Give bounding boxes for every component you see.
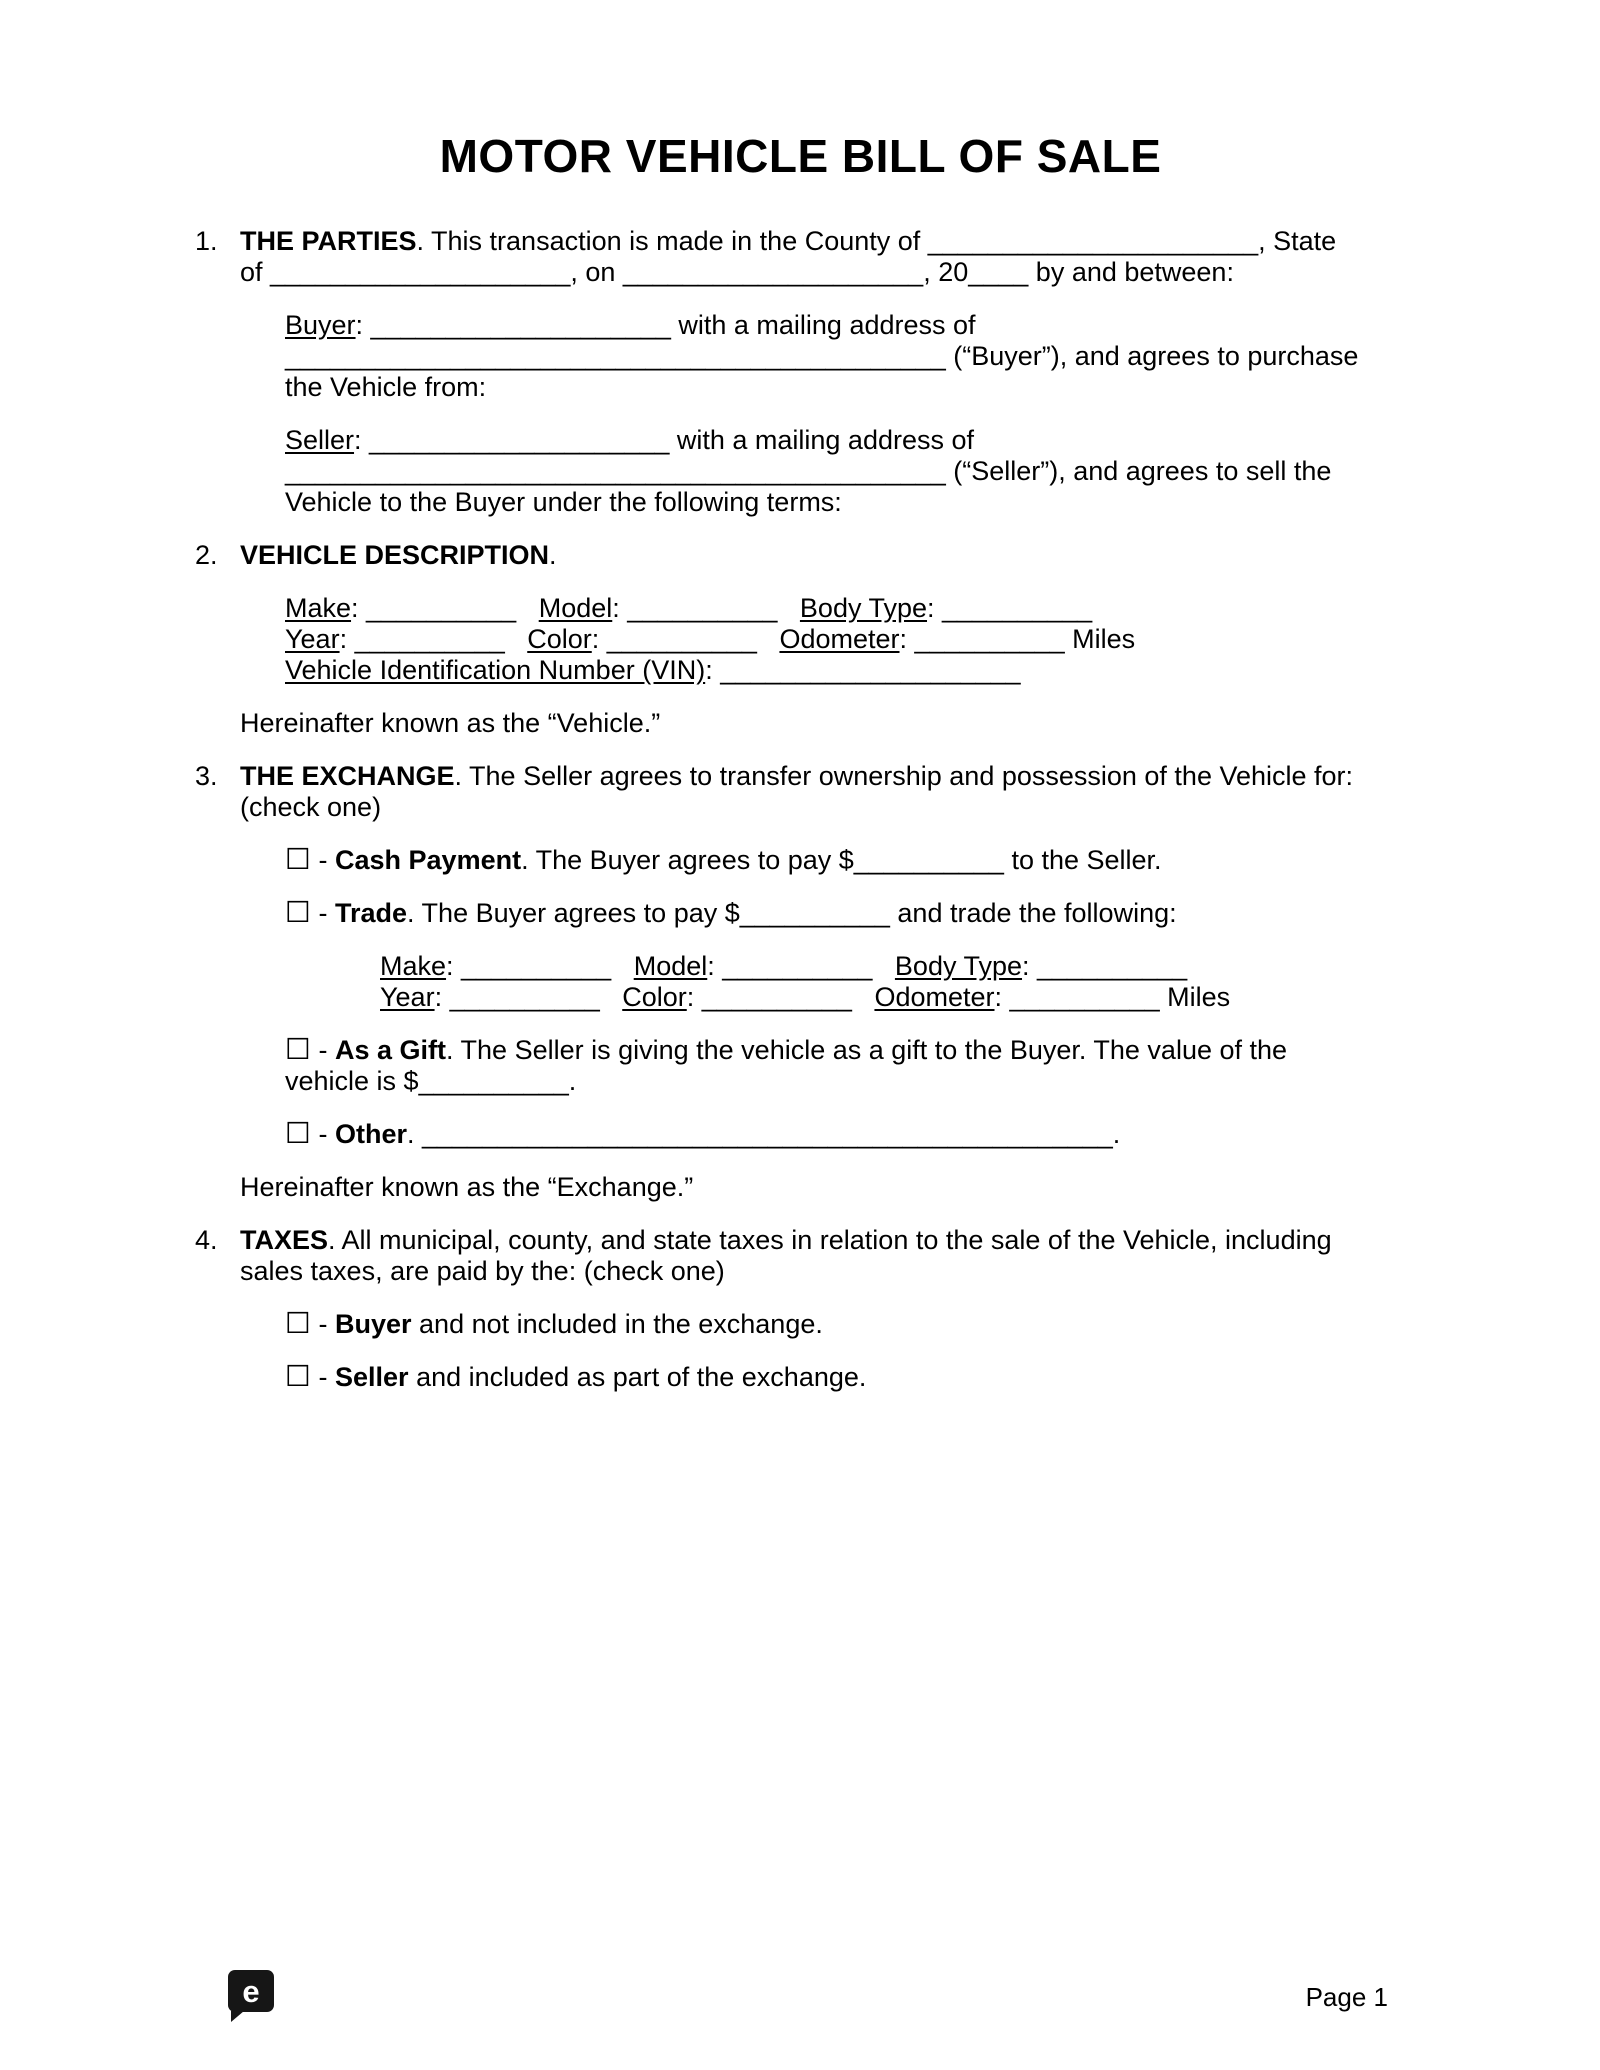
other-checkbox-icon[interactable]: ☐ (285, 1118, 311, 1150)
vin-label: Vehicle Identification Number (VIN) (285, 655, 706, 685)
section-taxes (195, 1225, 1360, 1415)
taxes-buyer-text: and not included in the exchange. (411, 1309, 823, 1339)
vehicle-description-heading-period: . (549, 540, 557, 570)
miles-suffix: Miles (1072, 624, 1136, 654)
trade-vehicle-fields-block (380, 951, 1360, 1013)
trade-text: . The Buyer agrees to pay $__________ and trade the following: (407, 898, 1177, 928)
section-3-number: 3. (195, 761, 218, 791)
gift-checkbox-icon[interactable]: ☐ (285, 1034, 311, 1066)
taxes-seller-checkbox-icon[interactable]: ☐ (285, 1361, 311, 1393)
page-number: Page 1 (1305, 1982, 1388, 2012)
trade-fields-line-2 (380, 982, 1360, 1013)
trade-color-blank: : __________ (686, 982, 875, 1012)
trade-color-label: Color (622, 982, 687, 1012)
trade-checkbox-icon[interactable]: ☐ (285, 897, 311, 929)
exchange-intro-paragraph (240, 761, 1360, 823)
vehicle-hereinafter: Hereinafter known as the “Vehicle.” (240, 708, 661, 738)
year-label: Year (285, 624, 340, 654)
other-label: Other (335, 1119, 408, 1149)
trade-make-blank: : __________ (446, 951, 634, 981)
taxes-option-buyer (285, 1309, 1360, 1340)
eforms-logo (228, 1970, 274, 2012)
taxes-heading: TAXES (240, 1225, 329, 1255)
vehicle-description-heading: VEHICLE DESCRIPTION (240, 540, 550, 570)
taxes-option-seller (285, 1362, 1360, 1393)
gift-dash: - (311, 1035, 335, 1065)
taxes-buyer-checkbox-icon[interactable]: ☐ (285, 1308, 311, 1340)
trade-odometer-label: Odometer (874, 982, 995, 1012)
trade-model-label: Model (633, 951, 708, 981)
gift-label: As a Gift (335, 1035, 447, 1065)
body-type-blank: : __________ (927, 593, 1093, 623)
taxes-seller-text: and included as part of the exchange. (408, 1362, 867, 1392)
seller-label: Seller (285, 425, 355, 455)
document-title: MOTOR VEHICLE BILL OF SALE (439, 130, 1162, 182)
trade-miles-suffix: Miles (1167, 982, 1231, 1012)
exchange-option-trade (285, 898, 1360, 929)
cash-payment-label: Cash Payment (335, 845, 522, 875)
section-4-number: 4. (195, 1225, 218, 1255)
buyer-label: Buyer (285, 310, 356, 340)
model-blank: : __________ (612, 593, 800, 623)
taxes-intro-paragraph (240, 1225, 1360, 1287)
trade-body-type-label: Body Type (894, 951, 1023, 981)
exchange-option-cash (285, 845, 1360, 876)
vehicle-fields-block (285, 593, 1360, 686)
section-the-parties (195, 226, 1360, 540)
parties-intro-text: . This transaction is made in the County of ______________________, State of ____________________, on ____________________, 20____ by and between: (240, 226, 1337, 287)
year-blank: : __________ (339, 624, 528, 654)
trade-year-blank: : __________ (434, 982, 623, 1012)
section-2-number: 2. (195, 540, 218, 570)
trade-odometer-blank: : __________ (994, 982, 1168, 1012)
exchange-hereinafter: Hereinafter known as the “Exchange.” (240, 1172, 694, 1202)
trade-model-blank: : __________ (707, 951, 895, 981)
seller-clause-text: : ____________________ with a mailing address of ____________________________________________ (“Seller”), and agrees to sell the Vehicle to the Buyer under the following terms: (285, 425, 1332, 517)
body-type-label: Body Type (799, 593, 928, 623)
gift-text: . The Seller is giving the vehicle as a gift to the Buyer. The value of the vehicle is $__________. (285, 1035, 1288, 1096)
odometer-blank: : __________ (899, 624, 1073, 654)
vin-blank: : ____________________ (705, 655, 1021, 685)
page-footer (228, 1970, 1388, 2012)
section-vehicle-description (195, 540, 1360, 761)
other-dash: - (311, 1119, 335, 1149)
taxes-seller-label: Seller (335, 1362, 409, 1392)
taxes-buyer-dash: - (311, 1309, 335, 1339)
parties-intro-paragraph (240, 226, 1360, 288)
exchange-heading: THE EXCHANGE (240, 761, 455, 791)
vehicle-description-heading-line (240, 540, 1360, 571)
cash-payment-checkbox-icon[interactable]: ☐ (285, 844, 311, 876)
taxes-intro-text: . All municipal, county, and state taxes in relation to the sale of the Vehicle, including sales taxes, are paid by the: (check one) (240, 1225, 1332, 1286)
cash-payment-text: . The Buyer agrees to pay $__________ to the Seller. (521, 845, 1162, 875)
taxes-buyer-label: Buyer (335, 1309, 412, 1339)
exchange-option-other (285, 1119, 1360, 1150)
color-blank: : __________ (591, 624, 780, 654)
vehicle-fields-line-1 (285, 593, 1360, 624)
buyer-clause-text: : ____________________ with a mailing address of ____________________________________________ (“Buyer”), and agrees to purchase the Vehicle from: (285, 310, 1359, 402)
make-label: Make (285, 593, 352, 623)
seller-clause (285, 425, 1360, 518)
trade-make-label: Make (380, 951, 447, 981)
exchange-intro-text: . The Seller agrees to transfer ownership and possession of the Vehicle for: (check one) (240, 761, 1354, 822)
odometer-label: Odometer (779, 624, 900, 654)
exchange-option-gift (285, 1035, 1360, 1097)
section-1-number: 1. (195, 226, 218, 256)
buyer-clause (285, 310, 1360, 403)
trade-dash: - (311, 898, 335, 928)
parties-heading: THE PARTIES (240, 226, 417, 256)
make-blank: : __________ (351, 593, 539, 623)
eforms-logo-letter: e (242, 1973, 260, 2009)
model-label: Model (538, 593, 613, 623)
trade-fields-line-1 (380, 951, 1360, 982)
cash-dash: - (311, 845, 335, 875)
trade-year-label: Year (380, 982, 435, 1012)
section-the-exchange (195, 761, 1360, 1225)
vehicle-fields-line-2 (285, 624, 1360, 655)
other-text: . ______________________________________________. (407, 1119, 1121, 1149)
trade-body-type-blank: : __________ (1022, 951, 1188, 981)
taxes-seller-dash: - (311, 1362, 335, 1392)
trade-label: Trade (335, 898, 408, 928)
color-label: Color (527, 624, 592, 654)
vehicle-fields-line-3 (285, 655, 1360, 686)
